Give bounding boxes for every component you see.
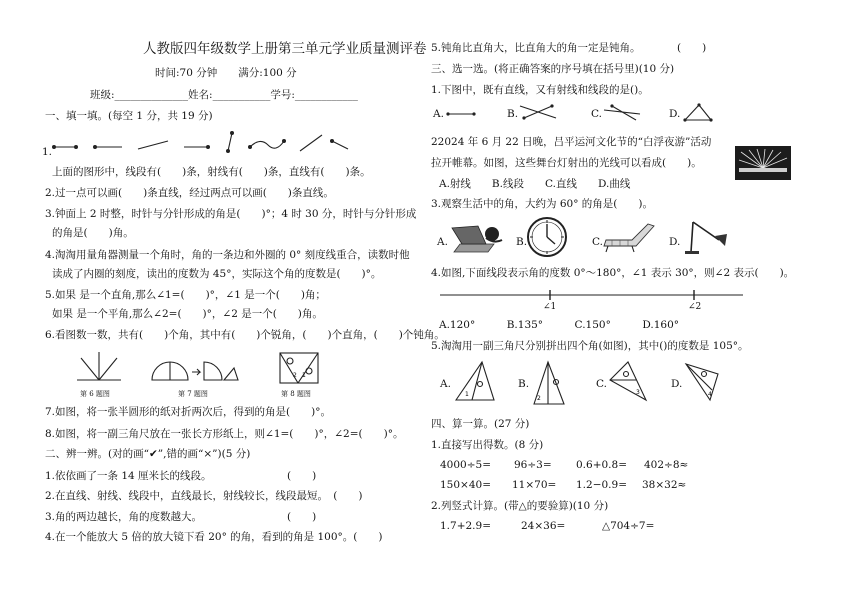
svg-text:2: 2 xyxy=(293,372,297,379)
choice2-text-line1: 22024 年 6 月 22 日晚，吕平运河文化节的“白浮夜游”活动 xyxy=(431,136,712,148)
choice4-text: 4.如图,下面线段表示角的度数 0°～180°，∠1 表示 30°，则∠2 表示( )。 xyxy=(431,267,795,279)
choice2-text-line2: 拉开帷幕。如图，这些舞台灯射出的光线可以看成( )。 xyxy=(431,157,702,169)
choice5-option-a: A. xyxy=(440,378,451,390)
judge1-text: 1.依依画了一条 14 厘米长的线段。 xyxy=(45,470,212,482)
choice4-number-line xyxy=(438,287,748,311)
choice4-options: A.120° B.135° C.150° D.160° xyxy=(439,319,680,331)
q5-text-line2: 如果 是一个平角,那么∠2=( )°，∠2 是一个( )角。 xyxy=(52,308,323,320)
calc1-row2-item2: 11×70= xyxy=(512,479,557,491)
calc1-row1-item3: 0.6+0.8= xyxy=(576,459,627,471)
student-info-line: 班级:______________姓名:___________学号:____________ xyxy=(90,89,358,101)
choice1-figure-c xyxy=(602,102,642,122)
q1-text: 上面的图形中，线段有( )条，射线有( )条，直线有( )条。 xyxy=(52,166,371,178)
choice2-options: A.射线 B.线段 C.直线 D.曲线 xyxy=(439,178,631,190)
choice1-option-d: D. xyxy=(669,108,681,120)
lounge-chair-image xyxy=(602,220,658,254)
choice3-option-c: C. xyxy=(592,236,603,248)
choice5-text: 5.淘淘用一副三角尺分别拼出四个角(如图)，其中()的度数是 105°。 xyxy=(431,340,749,352)
q1-number: 1. xyxy=(42,146,53,158)
judge3-text: 3.角的两边越长，角的度数越大。 xyxy=(45,511,203,523)
figure-caption-q7: 第 7 题图 xyxy=(178,390,208,398)
choice5-figure-c xyxy=(606,360,650,406)
svg-text:1: 1 xyxy=(465,391,469,398)
q3-text-line2: 的角是( )角。 xyxy=(52,227,134,239)
figure-curve xyxy=(248,139,286,149)
figure-line-2 xyxy=(300,135,322,151)
svg-text:3: 3 xyxy=(636,389,640,396)
q6-text: 6.看图数一数，共有( )个角，其中有( )个锐角，( )个直角，( )个钝角。 xyxy=(45,329,445,341)
section4-heading: 四、算一算。(27 分) xyxy=(431,418,530,430)
choice1-figure-d xyxy=(681,102,715,124)
q1-line-figures xyxy=(50,127,350,157)
calc2-item1: 1.7+2.9= xyxy=(440,520,491,532)
stage-lights-photo xyxy=(735,146,791,180)
choice5-option-c: C. xyxy=(596,378,607,390)
choice1-option-a: A. xyxy=(433,108,444,120)
choice5-option-d: D. xyxy=(671,378,683,390)
desk-lamp-image xyxy=(681,216,731,256)
exam-title: 人教版四年级数学上册第三单元学业质量测评卷 xyxy=(143,41,427,57)
section1-heading: 一、填一填。(每空 1 分，共 19 分) xyxy=(45,110,213,122)
calc1-row1-item2: 96÷3= xyxy=(514,459,552,471)
svg-text:2: 2 xyxy=(537,395,541,402)
choice3-option-a: A. xyxy=(437,236,448,248)
figure-caption-q6: 第 6 题图 xyxy=(80,390,110,398)
choice5-figure-b xyxy=(528,360,568,410)
calc1-row1-item1: 4000÷5= xyxy=(440,459,491,471)
figure-ray-1 xyxy=(93,145,122,149)
section3-heading: 三、选一选。(将正确答案的序号填在括号里)(10 分) xyxy=(431,63,675,75)
choice3-text: 3.观察生活中的角，大约为 60° 的角是( )。 xyxy=(431,198,653,210)
choice1-option-c: C. xyxy=(591,108,602,120)
choice1-figure-a xyxy=(446,106,476,120)
figure-line-1 xyxy=(138,141,168,149)
calc1-row2-item3: 1.2−0.9= xyxy=(576,479,627,491)
q4-text-line1: 4.淘淘用量角器测量一个角时，角的一条边和外圈的 0° 刻度线重合，读数时他 xyxy=(45,249,410,261)
calc2-heading: 2.列竖式计算。(带△的要验算)(10 分) xyxy=(431,500,609,512)
q8-text: 8.如图，将一副三角尺放在一张长方形纸上，则∠1=( )°，∠2=( )°。 xyxy=(45,428,404,440)
svg-text:4: 4 xyxy=(708,391,712,398)
choice5-figure-d xyxy=(682,360,724,406)
figure-segment-1 xyxy=(52,145,78,149)
calc1-row2-item1: 150×40= xyxy=(440,479,491,491)
figure-q6-angles xyxy=(75,350,125,386)
judge3-blank[interactable]: ( ) xyxy=(287,511,317,523)
calc1-row2-item4: 38×32≈ xyxy=(642,479,687,491)
laptop-image xyxy=(448,222,504,258)
q5-text-line1: 5.如果 是一个直角,那么∠1=( )°，∠1 是一个( )角； xyxy=(45,289,326,301)
figure-caption-q8: 第 8 题图 xyxy=(281,390,311,398)
judge4-text: 4.在一个能放大 5 倍的放大镜下看 20° 的角，看到的角是 100°。( ) xyxy=(45,531,383,543)
figure-ray-3 xyxy=(330,139,348,149)
calc1-row1-item4: 402÷8≈ xyxy=(644,459,689,471)
choice1-option-b: B. xyxy=(507,108,519,120)
figure-q8-triangles xyxy=(278,351,320,385)
judge5-blank[interactable]: ( ) xyxy=(677,42,707,54)
calc2-item3: △704÷7= xyxy=(602,520,655,532)
judge1-blank[interactable]: ( ) xyxy=(287,470,317,482)
choice1-text: 1.下图中，既有直线，又有射线和线段的是()。 xyxy=(431,84,649,96)
clock-image xyxy=(526,216,568,258)
calc1-heading: 1.直接写出得数。(8 分) xyxy=(431,439,544,451)
choice5-option-b: B. xyxy=(518,378,530,390)
figure-ray-2 xyxy=(184,145,210,149)
judge2-text: 2.在直线、射线、线段中，直线最长，射线较长，线段最短。 ( ) xyxy=(45,490,363,502)
section2-heading: 二、辨一辨。(对的画“✔”,错的画“×”)(5 分) xyxy=(45,448,251,460)
svg-text:1: 1 xyxy=(302,372,306,379)
time-score-line: 时间:70 分钟 满分:100 分 xyxy=(155,67,297,79)
choice5-figure-a xyxy=(452,360,498,408)
judge5-text: 5.钝角比直角大，比直角大的角一定是钝角。 xyxy=(431,42,641,54)
figure-q7-semicircle xyxy=(150,358,240,384)
calc2-item2: 24×36= xyxy=(521,520,566,532)
choice1-figure-b xyxy=(518,102,558,122)
choice3-option-b: B. xyxy=(516,236,528,248)
q7-text: 7.如图，将一张半圆形的纸对折两次后，得到的角是( )°。 xyxy=(45,406,331,418)
choice3-option-d: D. xyxy=(669,236,681,248)
choice4-mark-angle1: ∠1 xyxy=(543,302,557,312)
q2-text: 2.过一点可以画( )条直线，经过两点可以画( )条直线。 xyxy=(45,187,334,199)
q4-text-line2: 读成了内圈的刻度，读出的度数为 45°，实际这个角的度数是( )°。 xyxy=(52,268,382,280)
figure-segment-2 xyxy=(226,131,234,153)
q3-text-line1: 3.钟面上 2 时整，时针与分针形成的角是( )°；4 时 30 分，时针与分针形成 xyxy=(45,208,417,220)
choice4-mark-angle2: ∠2 xyxy=(688,302,702,312)
